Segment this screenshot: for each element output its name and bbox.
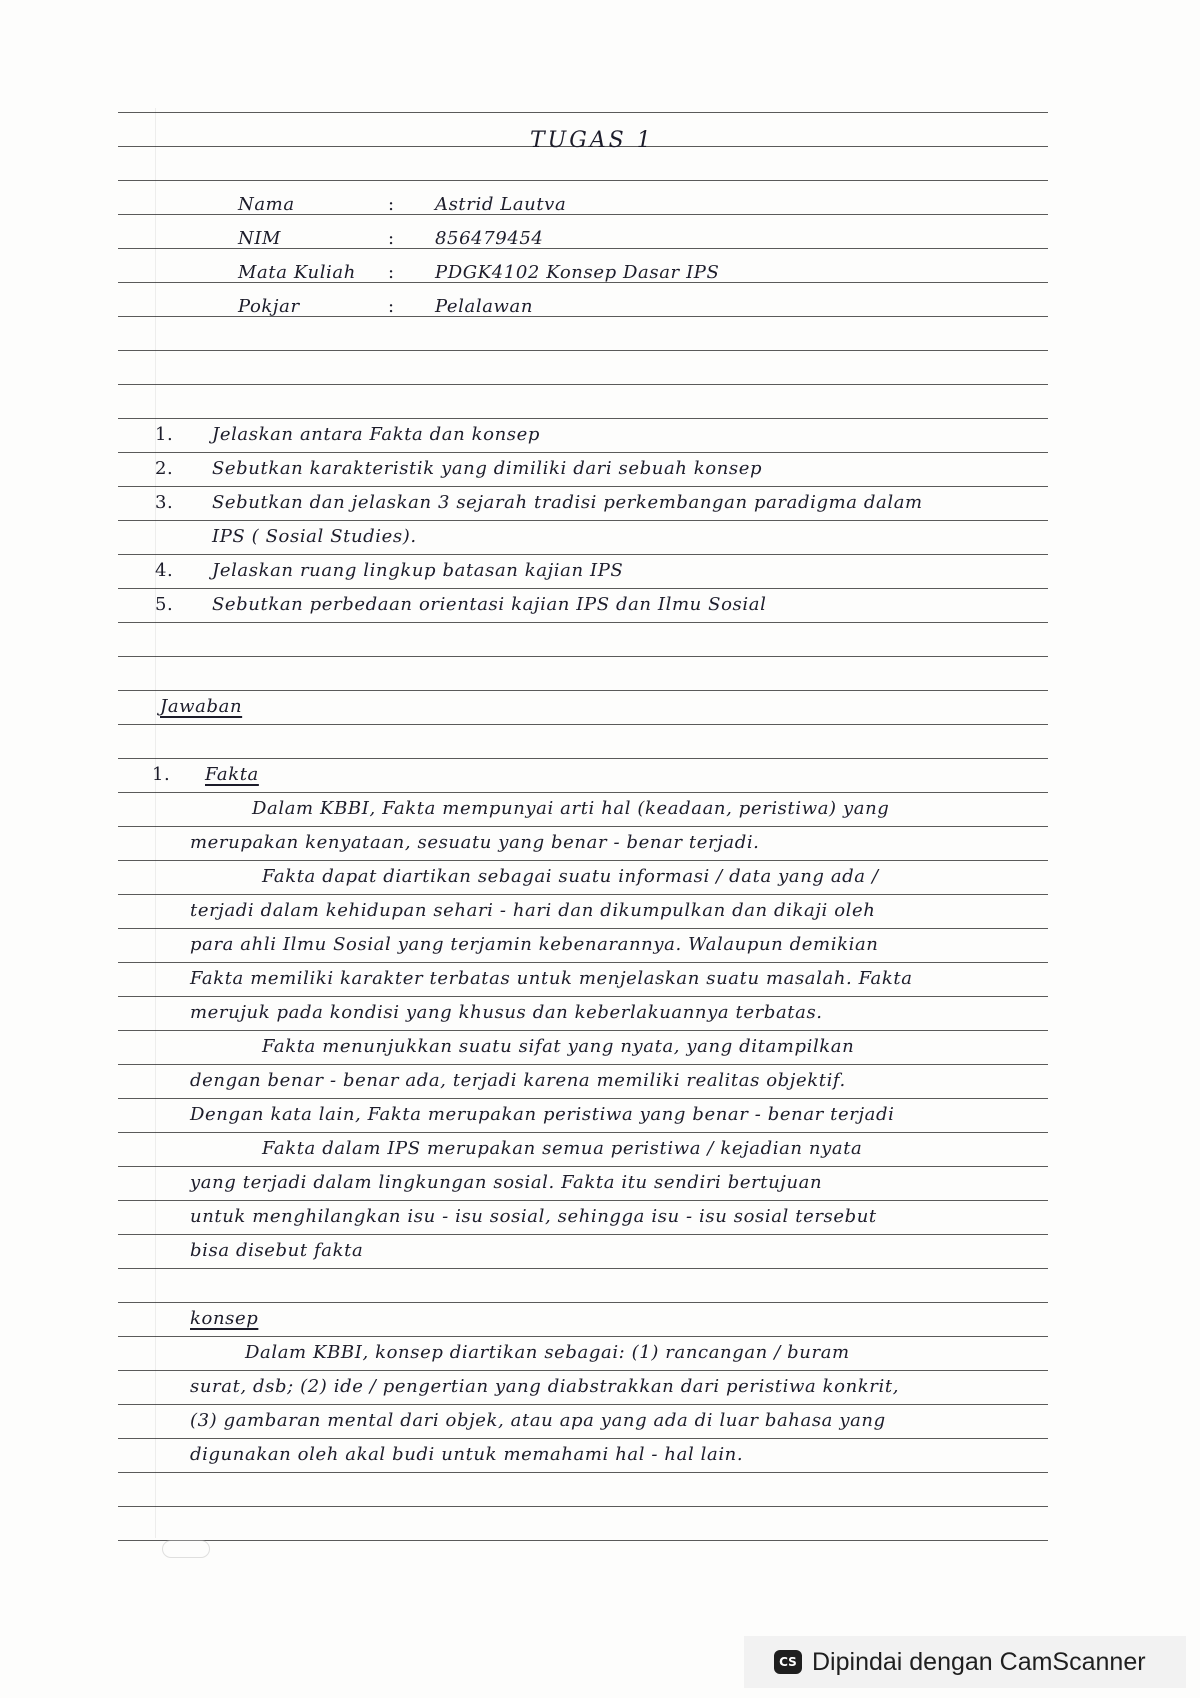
fakta-line: para ahli Ilmu Sosial yang terjamin kebenarannya. Walaupun demikian (190, 934, 879, 955)
ruled-line (118, 1438, 1048, 1439)
ruled-line (118, 622, 1048, 623)
identity-colon: : (388, 262, 395, 283)
fakta-line: Fakta menunjukkan suatu sifat yang nyata, yang ditampilkan (262, 1036, 855, 1057)
ruled-line (118, 418, 1048, 419)
ruled-line (118, 928, 1048, 929)
ruled-line (118, 1132, 1048, 1133)
ruled-line (118, 1404, 1048, 1405)
ruled-line (118, 1166, 1048, 1167)
question-text-continued: IPS ( Sosial Studies). (212, 526, 417, 547)
ruled-line (118, 1098, 1048, 1099)
ruled-line (118, 1540, 1048, 1541)
fakta-line: terjadi dalam kehidupan sehari - hari dan dikumpulkan dan dikaji oleh (190, 900, 876, 921)
question-number: 2. (155, 458, 174, 479)
camscanner-text: Dipindai dengan CamScanner (812, 1647, 1146, 1676)
identity-label: Pokjar (238, 296, 300, 317)
identity-colon: : (388, 296, 395, 317)
fakta-line: untuk menghilangkan isu - isu sosial, sehingga isu - isu sosial tersebut (190, 1206, 877, 1227)
ruled-line (118, 860, 1048, 861)
ruled-line (118, 690, 1048, 691)
ruled-line (118, 826, 1048, 827)
ink-smudge (162, 1540, 210, 1558)
ruled-line (118, 792, 1048, 793)
ruled-line (118, 452, 1048, 453)
fakta-line: Fakta dapat diartikan sebagai suatu informasi / data yang ada / (262, 866, 879, 887)
question-text: Jelaskan ruang lingkup batasan kajian IPS (212, 560, 624, 581)
identity-value: Astrid Lautva (435, 194, 567, 215)
question-text: Jelaskan antara Fakta dan konsep (212, 424, 541, 445)
identity-value: PDGK4102 Konsep Dasar IPS (435, 262, 720, 283)
konsep-line: surat, dsb; (2) ide / pengertian yang diabstrakkan dari peristiwa konkrit, (190, 1376, 900, 1397)
ruled-line (118, 894, 1048, 895)
ruled-line (118, 962, 1048, 963)
question-number: 1. (155, 424, 174, 445)
fakta-line: Fakta dalam IPS merupakan semua peristiwa / kejadian nyata (262, 1138, 863, 1159)
identity-value: Pelalawan (435, 296, 534, 317)
fakta-line: Dalam KBBI, Fakta mempunyai arti hal (keadaan, peristiwa) yang (252, 798, 890, 819)
ruled-line (118, 1302, 1048, 1303)
ruled-line (118, 1234, 1048, 1235)
fakta-line: dengan benar - benar ada, terjadi karena memiliki realitas objektif. (190, 1070, 846, 1091)
question-text: Sebutkan perbedaan orientasi kajian IPS dan Ilmu Sosial (212, 594, 767, 615)
ruled-line (118, 758, 1048, 759)
fakta-line: yang terjadi dalam lingkungan sosial. Fakta itu sendiri bertujuan (190, 1172, 823, 1193)
ruled-line (118, 724, 1048, 725)
ruled-line (118, 1472, 1048, 1473)
ruled-line (118, 588, 1048, 589)
question-number: 3. (155, 492, 174, 513)
ruled-line (118, 1506, 1048, 1507)
konsep-line: Dalam KBBI, konsep diartikan sebagai: (1) rancangan / buram (245, 1342, 850, 1363)
question-number: 4. (155, 560, 174, 581)
ruled-line (118, 1370, 1048, 1371)
fakta-line: merupakan kenyataan, sesuatu yang benar - benar terjadi. (190, 832, 760, 853)
camscanner-watermark (744, 1636, 1186, 1688)
identity-value: 856479454 (435, 228, 544, 249)
page-title: TUGAS 1 (530, 128, 654, 153)
identity-colon: : (388, 228, 395, 249)
ruled-line (118, 554, 1048, 555)
fakta-line: Dengan kata lain, Fakta merupakan peristiwa yang benar - benar terjadi (190, 1104, 895, 1125)
answers-heading: Jawaban (160, 696, 243, 717)
identity-label: Mata Kuliah (238, 262, 356, 283)
identity-label: Nama (238, 194, 295, 215)
question-text: Sebutkan karakteristik yang dimiliki dari sebuah konsep (212, 458, 763, 479)
konsep-heading: konsep (190, 1308, 259, 1329)
identity-colon: : (388, 194, 395, 215)
fakta-heading: Fakta (205, 764, 259, 785)
ruled-line (118, 486, 1048, 487)
question-text: Sebutkan dan jelaskan 3 sejarah tradisi perkembangan paradigma dalam (212, 492, 923, 513)
ruled-line (118, 1030, 1048, 1031)
ruled-line (118, 1268, 1048, 1269)
konsep-line: (3) gambaran mental dari objek, atau apa yang ada di luar bahasa yang (190, 1410, 886, 1431)
ruled-line (118, 180, 1048, 181)
ruled-line (118, 1064, 1048, 1065)
fakta-line: bisa disebut fakta (190, 1240, 364, 1261)
answer-number: 1. (152, 764, 171, 785)
ruled-line (118, 1200, 1048, 1201)
ruled-line (118, 1336, 1048, 1337)
ruled-line (118, 112, 1048, 113)
fakta-line: merujuk pada kondisi yang khusus dan keberlakuannya terbatas. (190, 1002, 823, 1023)
ruled-line (118, 520, 1048, 521)
page-margin-line (155, 108, 156, 1538)
ruled-line (118, 656, 1048, 657)
konsep-line: digunakan oleh akal budi untuk memahami hal - hal lain. (190, 1444, 744, 1465)
ruled-line (118, 384, 1048, 385)
identity-label: NIM (238, 228, 282, 249)
fakta-line: Fakta memiliki karakter terbatas untuk menjelaskan suatu masalah. Fakta (190, 968, 913, 989)
ruled-line (118, 350, 1048, 351)
ruled-line (118, 996, 1048, 997)
camscanner-logo-icon: CS (774, 1650, 802, 1674)
question-number: 5. (155, 594, 174, 615)
